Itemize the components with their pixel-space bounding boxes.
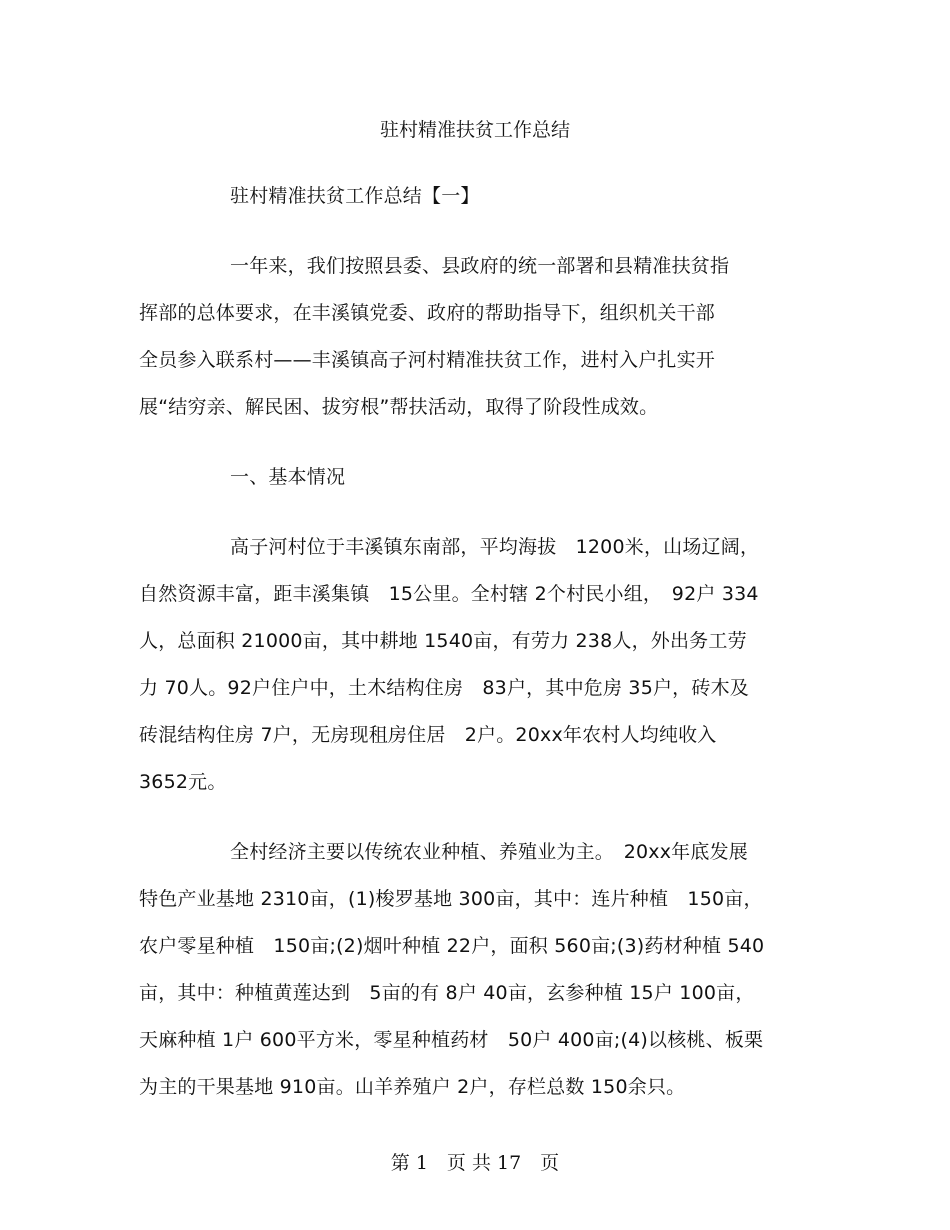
paragraph-3-line: 亩，其中：种植黄莲达到 5亩的有 8户 40亩，玄参种植 15户 100亩， (139, 982, 755, 1004)
paragraph-3-line: 全村经济主要以传统农业种植、养殖业为主。 20xx年底发展 (230, 841, 748, 863)
paragraph-2-line: 人，总面积 21000亩，其中耕地 1540亩，有劳力 238人，外出务工劳 (139, 630, 747, 652)
section-subtitle: 驻村精准扶贫工作总结【一】 (230, 185, 480, 207)
section-heading: 一、基本情况 (230, 466, 346, 488)
paragraph-2-line: 力 70人。92户住户中，土木结构住房 83户，其中危房 35户，砖木及 (139, 677, 749, 699)
paragraph-1-line: 全员参入联系村——丰溪镇高子河村精准扶贫工作，进村入户扎实开 (139, 349, 716, 371)
page-number: 第 1 页 共 17 页 (390, 1152, 560, 1174)
paragraph-1-line: 一年来，我们按照县委、县政府的统一部署和县精准扶贫指 (230, 255, 730, 277)
paragraph-1-line: 展“结穷亲、解民困、拔穷根”帮扶活动，取得了阶段性成效。 (139, 396, 659, 418)
paragraph-2-line: 砖混结构住房 7户，无房现租房住居 2户。20xx年农村人均纯收入 (139, 724, 717, 746)
paragraph-2-line: 自然资源丰富，距丰溪集镇 15公里。全村辖 2个村民小组， 92户 334 (139, 583, 759, 605)
paragraph-3-line: 农户零星种植 150亩;(2)烟叶种植 22户，面积 560亩;(3)药材种植 540 (139, 935, 765, 957)
paragraph-3-line: 特色产业基地 2310亩，(1)梭罗基地 300亩，其中：连片种植 150亩， (139, 888, 763, 910)
paragraph-2-line: 3652元。 (139, 771, 227, 793)
document-title: 驻村精准扶贫工作总结 (379, 119, 570, 141)
paragraph-2-line: 高子河村位于丰溪镇东南部，平均海拔 1200米，山场辽阔， (230, 536, 760, 558)
paragraph-3-line: 天麻种植 1户 600平方米，零星种植药材 50户 400亩;(4)以核桃、板栗 (139, 1029, 764, 1051)
paragraph-1-line: 挥部的总体要求，在丰溪镇党委、政府的帮助指导下，组织机关干部 (139, 302, 716, 324)
paragraph-3-line: 为主的干果基地 910亩。山羊养殖户 2户，存栏总数 150余只。 (139, 1076, 686, 1098)
